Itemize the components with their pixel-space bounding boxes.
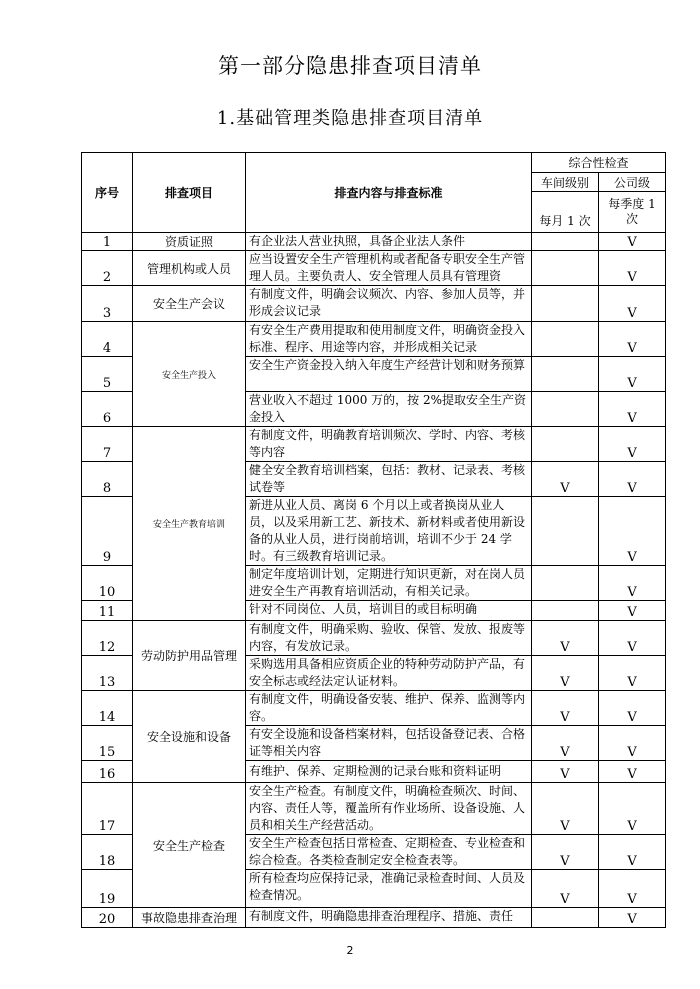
check-content: 有制度文件，明确教育培训频次、学时、内容、考核等内容	[246, 427, 532, 462]
check-item: 安全设施和设备	[133, 691, 246, 783]
check-content: 安全生产资金投入纳入年度生产经营计划和财务预算	[246, 357, 532, 392]
company-check-mark: V	[599, 726, 666, 761]
company-check-mark: V	[599, 497, 666, 566]
row-number: 1	[82, 233, 133, 251]
row-number: 3	[82, 286, 133, 322]
row-number: 10	[82, 566, 133, 601]
row-number: 17	[82, 783, 133, 835]
workshop-check-mark	[532, 233, 599, 251]
check-item: 安全生产检查	[133, 783, 246, 908]
page-title: 第一部分隐患排查项目清单	[218, 54, 482, 78]
workshop-check-mark	[532, 601, 599, 621]
check-content: 安全生产检查包括日常检查、定期检查、专业检查和综合检查。各类检查制定安全检查表等。	[246, 835, 532, 870]
check-content: 健全安全教育培训档案，包括：教材、记录表、考核试卷等	[246, 462, 532, 497]
check-content: 制定年度培训计划，定期进行知识更新，对在岗人员进安全生产再教育培训活动，有相关记录。	[246, 566, 532, 601]
workshop-check-mark	[532, 566, 599, 601]
table-row	[82, 908, 666, 928]
check-content: 新进从业人员、离岗 6 个月以上或者换岗从业人员，以及采用新工艺、新技术、新材料或者使用新设备的从业人员，进行岗前培训，培训不少于 24 学时。有三级教育培训记录。	[246, 497, 532, 566]
table-row	[82, 286, 666, 322]
company-check-mark: V	[599, 322, 666, 357]
workshop-check-mark: V	[532, 691, 599, 726]
check-content: 所有检查均应保持记录，准确记录检查时间、人员及检查情况。	[246, 870, 532, 908]
company-check-mark: V	[599, 392, 666, 427]
workshop-check-mark: V	[532, 835, 599, 870]
check-content: 有制度文件，明确采购、验收、保管、发放、报废等内容，有发放记录。	[246, 621, 532, 656]
check-content: 有安全生产费用提取和使用制度文件，明确资金投入标准、程序、用途等内容，并形成相关记录	[246, 322, 532, 357]
workshop-check-mark: V	[532, 656, 599, 691]
check-content: 有维护、保养、定期检测的记录台账和资料证明	[246, 761, 532, 783]
workshop-check-mark	[532, 322, 599, 357]
workshop-check-mark: V	[532, 783, 599, 835]
table-row	[82, 322, 666, 357]
table-row	[82, 783, 666, 835]
company-check-mark: V	[599, 908, 666, 928]
workshop-check-mark	[532, 497, 599, 566]
company-check-mark: V	[599, 233, 666, 251]
workshop-check-mark: V	[532, 870, 599, 908]
row-number: 18	[82, 835, 133, 870]
table-row	[82, 691, 666, 726]
check-item: 安全生产投入	[133, 322, 246, 427]
workshop-check-mark: V	[532, 621, 599, 656]
row-number: 9	[82, 497, 133, 566]
row-number: 4	[82, 322, 133, 357]
header-workshop-level: 车间级别	[532, 173, 599, 192]
workshop-check-mark	[532, 908, 599, 928]
check-content: 针对不同岗位、人员，培训目的或目标明确	[246, 601, 532, 621]
row-number: 13	[82, 656, 133, 691]
table-row	[82, 427, 666, 462]
company-check-mark: V	[599, 251, 666, 286]
row-number: 16	[82, 761, 133, 783]
company-check-mark: V	[599, 286, 666, 322]
workshop-check-mark	[532, 427, 599, 462]
table-row	[82, 621, 666, 656]
company-check-mark: V	[599, 870, 666, 908]
workshop-check-mark	[532, 286, 599, 322]
header-item: 排查项目	[133, 153, 246, 233]
check-item: 管理机构或人员	[133, 251, 246, 286]
header-no: 序号	[82, 153, 133, 233]
row-number: 7	[82, 427, 133, 462]
company-check-mark: V	[599, 621, 666, 656]
company-check-mark: V	[599, 835, 666, 870]
header-comprehensive-check: 综合性检查	[532, 153, 666, 173]
check-item: 安全生产教育培训	[133, 427, 246, 621]
company-check-mark: V	[599, 601, 666, 621]
check-item: 事故隐患排查治理	[133, 908, 246, 928]
check-content: 应当设置安全生产管理机构或者配备专职安全生产管理人员。主要负责人、安全管理人员具有管理资	[246, 251, 532, 286]
page-number: 2	[346, 944, 354, 957]
workshop-check-mark	[532, 392, 599, 427]
workshop-check-mark	[532, 357, 599, 392]
company-check-mark: V	[599, 783, 666, 835]
row-number: 14	[82, 691, 133, 726]
workshop-check-mark: V	[532, 761, 599, 783]
header-content: 排查内容与排查标准	[246, 153, 532, 233]
row-number: 11	[82, 601, 133, 621]
company-check-mark: V	[599, 761, 666, 783]
check-content: 有企业法人营业执照，具备企业法人条件	[246, 233, 532, 251]
row-number: 20	[82, 908, 133, 928]
company-check-mark: V	[599, 357, 666, 392]
check-item: 安全生产会议	[133, 286, 246, 322]
company-check-mark: V	[599, 427, 666, 462]
row-number: 6	[82, 392, 133, 427]
company-check-mark: V	[599, 566, 666, 601]
company-check-mark: V	[599, 656, 666, 691]
company-check-mark: V	[599, 691, 666, 726]
table-row	[82, 233, 666, 251]
check-content: 安全生产检查。有制度文件，明确检查频次、时间、内容、责任人等，覆盖所有作业场所、设备设施、人员和相关生产经营活动。	[246, 783, 532, 835]
check-content: 采购选用具备相应资质企业的特种劳动防护产品，有安全标志或经法定认证材料。	[246, 656, 532, 691]
hazard-checklist-table	[81, 152, 666, 928]
workshop-check-mark	[532, 251, 599, 286]
workshop-check-mark: V	[532, 462, 599, 497]
row-number: 19	[82, 870, 133, 908]
table-row	[82, 251, 666, 286]
check-content: 有安全设施和设备档案材料，包括设备登记表、合格证等相关内容	[246, 726, 532, 761]
row-number: 12	[82, 621, 133, 656]
row-number: 2	[82, 251, 133, 286]
check-item: 资质证照	[133, 233, 246, 251]
workshop-check-mark: V	[532, 726, 599, 761]
row-number: 8	[82, 462, 133, 497]
header-workshop-frequency: 每月 1 次	[532, 192, 599, 233]
row-number: 15	[82, 726, 133, 761]
section-title: 1.基础管理类隐患排查项目清单	[216, 108, 484, 129]
row-number: 5	[82, 357, 133, 392]
header-company-frequency: 每季度 1 次	[599, 192, 666, 233]
check-content: 有制度文件，明确设备安装、维护、保养、监测等内容。	[246, 691, 532, 726]
check-item: 劳动防护用品管理	[133, 621, 246, 691]
check-content: 有制度文件，明确隐患排查治理程序、措施、责任	[246, 908, 532, 928]
company-check-mark: V	[599, 462, 666, 497]
check-content: 营业收入不超过 1000 万的，按 2%提取安全生产资金投入	[246, 392, 532, 427]
check-content: 有制度文件，明确会议频次、内容、参加人员等，并形成会议记录	[246, 286, 532, 322]
header-company-level: 公司级	[599, 173, 666, 192]
